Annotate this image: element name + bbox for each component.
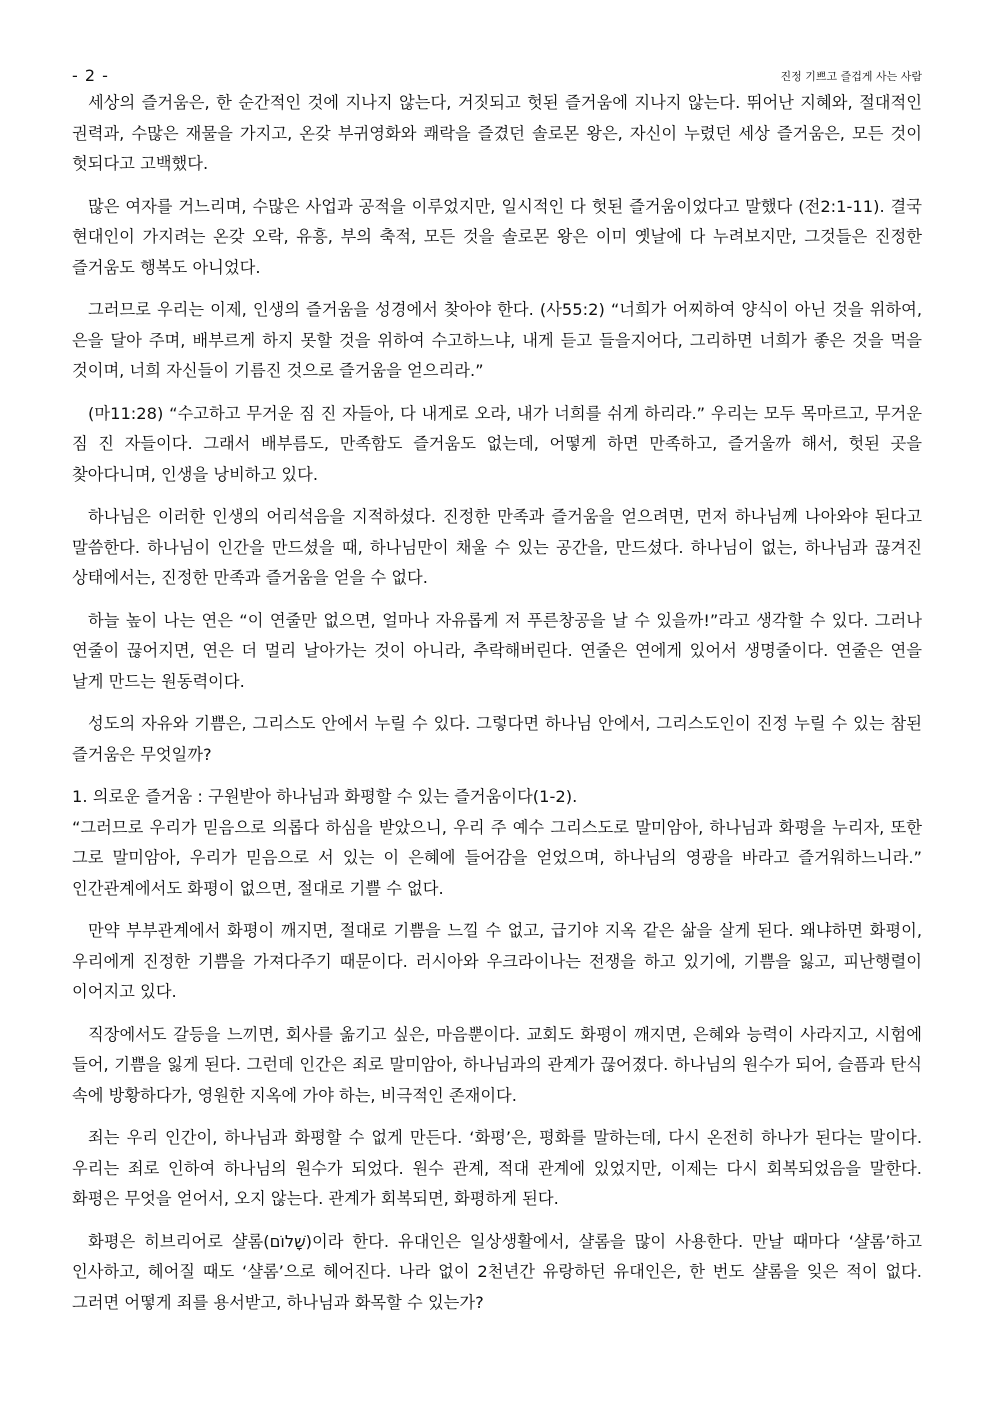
running-title: 진정 기쁘고 즐겁게 사는 사람 [780, 70, 922, 83]
paragraph: (마11:28) “수고하고 무거운 짐 진 자들아, 다 내게로 오라, 내가 너희를 쉬게 하리라.” 우리는 모두 목마르고, 무거운 짐 진 자들이다. 그래서 배부름도, 만족함도 즐거움도 없는데, 어떻게 하면 만족하고, 즐거울까 해서, 헛된 곳을 찾아다니며, 인생을 낭비하고 있다. [72, 403, 922, 484]
paragraph: 하나님은 이러한 인생의 어리석음을 지적하셨다. 진정한 만족과 즐거움을 얻으려면, 먼저 하나님께 나아와야 된다고 말씀한다. 하나님이 인간을 만드셨을 때, 하나님만이 채울 수 있는 공간을, 만드셨다. 하나님이 없는, 하나님과 끊겨진 상태에서는, 진정한 만족과 즐거움을 얻을 수 없다. [72, 507, 922, 587]
paragraph: 죄는 우리 인간이, 하나님과 화평할 수 없게 만든다. ‘화평’은, 평화를 말하는데, 다시 온전히 하나가 된다는 말이다. 우리는 죄로 인하여 하나님의 원수가 되었다. 원수 관계, 적대 관계에 있었지만, 이제는 다시 회복되었음을 말한다. 화평은 무엇을 얻어서, 오지 않는다. 관계가 회복되면, 화평하게 된다. [72, 1128, 922, 1208]
page-number: - 2 - [72, 66, 109, 85]
paragraph: 그러므로 우리는 이제, 인생의 즐거움을 성경에서 찾아야 한다. (사55:2) “너희가 어찌하여 양식이 아닌 것을 위하여, 은을 달아 주며, 배부르게 하지 못할 것을 위하여 수고하느냐, 내게 듣고 들을지어다, 그리하면 너희가 좋은 것을 먹을 것이며, 너희 자신들이 기름진 것으로 즐거움을 얻으리라.” [72, 300, 922, 380]
page-header [72, 60, 922, 88]
paragraph: 하늘 높이 나는 연은 “이 연줄만 없으면, 얼마나 자유롭게 저 푸른창공을 날 수 있을까!”라고 생각할 수 있다. 그러나 연줄이 끊어지면, 연은 더 멀리 날아가는 것이 아니라, 추락해버린다. 연줄은 연에게 있어서 생명줄이다. 연줄은 연을 날게 만드는 원동력이다. [72, 610, 922, 691]
paragraph: 화평은 히브리어로 샬롬(שָׁלוֹם)이라 한다. 유대인은 일상생활에서, 샬롬을 많이 사용한다. 만날 때마다 ‘샬롬’하고 인사하고, 헤어질 때도 ‘샬롬’으로 헤어진다. 나라 없이 2천년간 유랑하던 유대인은, 한 번도 샬롬을 잊은 적이 없다. 그러면 어떻게 죄를 용서받고, 하나님과 화목할 수 있는가? [72, 1231, 922, 1312]
document-page [72, 60, 922, 1330]
section-heading: 1. 의로운 즐거움 : 구원받아 하나님과 화평할 수 있는 즐거움이다(1-2). [72, 787, 578, 806]
paragraph: 많은 여자를 거느리며, 수많은 사업과 공적을 이루었지만, 일시적인 다 헛된 즐거움이었다고 말했다 (전2:1-11). 결국 현대인이 가지려는 온갖 오락, 유흥, 부의 축적, 모든 것을 솔로몬 왕은 이미 옛날에 다 누려보지만, 그것들은 진정한 즐거움도 행복도 아니었다. [72, 196, 922, 277]
paragraph: 만약 부부관계에서 화평이 깨지면, 절대로 기쁨을 느낄 수 없고, 급기야 지옥 같은 삶을 살게 된다. 왜냐하면 화평이, 우리에게 진정한 기쁨을 가져다주기 때문이다. 러시아와 우크라이나는 전쟁을 하고 있기에, 기쁨을 잃고, 피난행렬이 이어지고 있다. [72, 921, 922, 1001]
document-body [72, 88, 922, 1318]
scripture-quote: “그러므로 우리가 믿음으로 의롭다 하심을 받았으니, 우리 주 예수 그리스도로 말미암아, 하나님과 화평을 누리자, 또한 그로 말미암아, 우리가 믿음으로 서 있는 이 은혜에 들어감을 얻었으며, 하나님의 영광을 바라고 즐거워하느니라.” 인간관계에서도 화평이 없으면, 절대로 기쁠 수 없다. [72, 817, 922, 898]
paragraph: 직장에서도 갈등을 느끼면, 회사를 옮기고 싶은, 마음뿐이다. 교회도 화평이 깨지면, 은혜와 능력이 사라지고, 시험에 들어, 기쁨을 잃게 된다. 그런데 인간은 죄로 말미암아, 하나님과의 관계가 끊어졌다. 하나님의 원수가 되어, 슬픔과 탄식 속에 방황하다가, 영원한 지옥에 가야 하는, 비극적인 존재이다. [72, 1024, 922, 1105]
paragraph: 세상의 즐거움은, 한 순간적인 것에 지나지 않는다, 거짓되고 헛된 즐거움에 지나지 않는다. 뛰어난 지혜와, 절대적인 권력과, 수많은 재물을 가지고, 온갖 부귀영화와 쾌락을 즐겼던 솔로몬 왕은, 자신이 누렸던 세상 즐거움은, 모든 것이 헛되다고 고백했다. [72, 93, 922, 173]
paragraph: 성도의 자유와 기쁨은, 그리스도 안에서 누릴 수 있다. 그렇다면 하나님 안에서, 그리스도인이 진정 누릴 수 있는 참된 즐거움은 무엇일까? [72, 714, 922, 764]
